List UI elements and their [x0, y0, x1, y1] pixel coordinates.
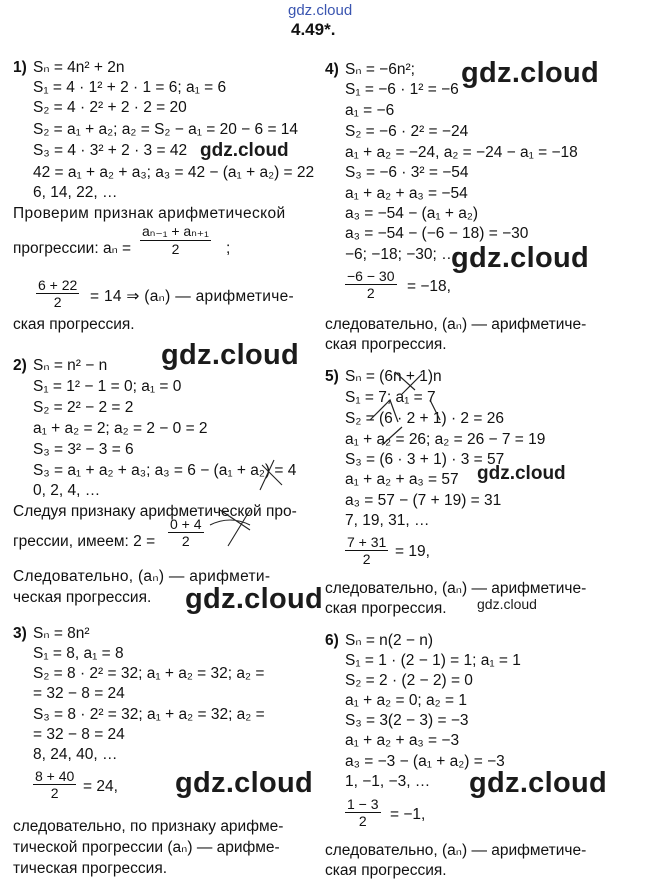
- problem-5-line: 7, 19, 31, …: [345, 512, 430, 529]
- problem-5-line: ская прогрессия.: [325, 600, 447, 617]
- problem-3-line: Sₙ = 8n²: [33, 625, 90, 642]
- header-watermark: gdz.cloud: [288, 2, 353, 19]
- fraction-numerator: 7 + 31: [347, 534, 387, 550]
- problem-4-line: a₁ = −6: [345, 102, 395, 119]
- fraction-denominator: 2: [53, 294, 62, 310]
- problem-6-line: Sₙ = n(2 − n): [345, 632, 434, 649]
- problem-1-line: S₂ = a₁ + a₂; a₂ = S₂ − a₁ = 20 − 6 = 14: [33, 121, 299, 138]
- problem-6-line: следовательно, (aₙ) — арифметиче-: [325, 842, 587, 859]
- problem-1-line: ;: [226, 240, 231, 257]
- problem-4-line: S₃ = −6 · 3² = −54: [345, 164, 469, 181]
- exercise-title: 4.49*.: [291, 20, 336, 39]
- problem-3-line: тическая прогрессия.: [13, 860, 168, 877]
- problem-6-label: 6): [325, 632, 339, 649]
- problem-4-line: = −18,: [407, 278, 451, 295]
- problem-5-line: a₁ + a₂ + a₃ = 57: [345, 471, 459, 488]
- problem-4-line: a₃ = −54 − (a₁ + a₂): [345, 205, 479, 222]
- watermark: gdz.cloud: [469, 767, 608, 799]
- problem-5-line: S₁ = 7; a₁ = 7: [345, 389, 436, 406]
- problem-2-line: ческая прогрессия.: [13, 589, 152, 606]
- fraction-denominator: 2: [181, 533, 190, 549]
- problem-2-line: S₃ = a₁ + a₂ + a₃; a₃ = 6 − (a₁ + a₂) = 4: [33, 462, 297, 479]
- problem-2-line: Sₙ = n² − n: [33, 357, 108, 374]
- problem-4-line: S₁ = −6 · 1² = −6: [345, 81, 459, 98]
- problem-2-line: S₂ = 2² − 2 = 2: [33, 399, 134, 416]
- problem-2-line: Следуя признаку арифметической про-: [13, 503, 297, 520]
- problem-6-line: S₃ = 3(2 − 3) = −3: [345, 712, 469, 729]
- problem-4-line: следовательно, (aₙ) — арифметиче-: [325, 316, 587, 333]
- problem-1-line: Проверим признак арифметической: [13, 205, 286, 222]
- problem-5-line: a₃ = 57 − (7 + 19) = 31: [345, 492, 502, 509]
- fraction-numerator: −6 − 30: [347, 268, 395, 284]
- problem-2-line: S₃ = 3² − 3 = 6: [33, 441, 134, 458]
- fraction: [345, 268, 397, 301]
- problem-1-line: прогрессии: aₙ =: [13, 240, 132, 257]
- fraction-denominator: 2: [362, 551, 371, 567]
- problem-1-line: = 14 ⇒ (aₙ) — арифметиче-: [90, 288, 294, 305]
- fraction-numerator: 0 + 4: [170, 516, 202, 532]
- problem-5-line: a₁ + a₂ = 26; a₂ = 26 − 7 = 19: [345, 431, 546, 448]
- problem-4-line: ская прогрессия.: [325, 336, 447, 353]
- problem-4-line: Sₙ = −6n²;: [345, 61, 415, 78]
- problem-3-line: = 32 − 8 = 24: [33, 685, 125, 702]
- problem-4-line: −6; −18; −30; …: [345, 246, 457, 263]
- problem-1-line: 42 = a₁ + a₂ + a₃; a₃ = 42 − (a₁ + a₂) = 22: [33, 164, 315, 181]
- problem-6-line: S₂ = 2 · (2 − 2) = 0: [345, 672, 473, 689]
- problem-5-line: S₃ = (6 · 3 + 1) · 3 = 57: [345, 451, 505, 468]
- fraction-numerator: aₙ₋₁ + aₙ₊₁: [142, 223, 209, 239]
- problem-6-line: a₃ = −3 − (a₁ + a₂) = −3: [345, 753, 505, 770]
- problem-3-line: = 24,: [83, 778, 118, 795]
- problem-5-label: 5): [325, 368, 339, 385]
- problem-2-line: S₁ = 1² − 1 = 0; a₁ = 0: [33, 378, 182, 395]
- problem-2-line: грессии, имеем: 2 =: [13, 533, 156, 550]
- fraction-denominator: 2: [366, 285, 375, 301]
- fraction: [36, 277, 79, 310]
- problem-1-line: S₁ = 4 · 1² + 2 · 1 = 6; a₁ = 6: [33, 79, 227, 96]
- problem-5-line: S₂ = (6 · 2 + 1) · 2 = 26: [345, 410, 504, 427]
- problem-1-line: S₂ = 4 · 2² + 2 · 2 = 20: [33, 99, 187, 116]
- problem-3-line: S₂ = 8 · 2² = 32; a₁ + a₂ = 32; a₂ =: [33, 665, 265, 682]
- fraction: [345, 534, 388, 567]
- problem-1-line: Sₙ = 4n² + 2n: [33, 59, 125, 76]
- problem-4-line: S₂ = −6 · 2² = −24: [345, 123, 469, 140]
- watermark: gdz.cloud: [477, 463, 566, 484]
- watermark: gdz.cloud: [175, 767, 314, 799]
- problem-4-line: a₁ + a₂ + a₃ = −54: [345, 185, 468, 202]
- watermark: gdz.cloud: [161, 339, 300, 371]
- problem-2-line: 0, 2, 4, …: [33, 482, 101, 499]
- problem-1-label: 1): [13, 59, 27, 76]
- problem-1-line: 6, 14, 22, …: [33, 184, 118, 201]
- fraction: [33, 768, 76, 801]
- problem-2-label: 2): [13, 357, 27, 374]
- problem-2-line: Следовательно, (aₙ) — арифмети-: [13, 568, 271, 585]
- problem-2-line: a₁ + a₂ = 2; a₂ = 2 − 0 = 2: [33, 420, 208, 437]
- problem-3-line: следовательно, по признаку арифме-: [13, 818, 284, 835]
- problem-6-line: a₁ + a₂ + a₃ = −3: [345, 732, 460, 749]
- fraction-denominator: 2: [358, 813, 367, 829]
- problem-1-line: ская прогрессия.: [13, 316, 135, 333]
- problem-3-line: S₁ = 8, a₁ = 8: [33, 645, 124, 662]
- problem-3-line: тической прогрессии (aₙ) — арифме-: [13, 839, 280, 856]
- fraction-numerator: 6 + 22: [38, 277, 78, 293]
- problem-3-line: S₃ = 8 · 2² = 32; a₁ + a₂ = 32; a₂ =: [33, 706, 265, 723]
- scribble-mark: [190, 450, 310, 560]
- fraction: [140, 223, 211, 257]
- fraction-numerator: 8 + 40: [35, 768, 75, 784]
- fraction-numerator: 1 − 3: [347, 796, 379, 812]
- problem-3-line: = 32 − 8 = 24: [33, 726, 125, 743]
- problem-6-line: 1, −1, −3, …: [345, 773, 431, 790]
- scribble-mark: [340, 360, 460, 450]
- problem-6-line: ская прогрессия.: [325, 862, 447, 879]
- problem-3-label: 3): [13, 625, 27, 642]
- watermark: gdz.cloud: [451, 242, 590, 274]
- fraction-denominator: 2: [50, 785, 59, 801]
- problem-1-line: S₃ = 4 · 3² + 2 · 3 = 42: [33, 142, 188, 159]
- problem-6-line: S₁ = 1 · (2 − 1) = 1; a₁ = 1: [345, 652, 521, 669]
- watermark: gdz.cloud: [477, 596, 537, 612]
- problem-5-line: = 19,: [395, 543, 430, 560]
- watermark: gdz.cloud: [185, 583, 324, 615]
- watermark: gdz.cloud: [461, 57, 600, 89]
- problem-5-line: следовательно, (aₙ) — арифметиче-: [325, 580, 587, 597]
- problem-6-line: = −1,: [390, 806, 426, 823]
- fraction-denominator: 2: [171, 241, 180, 257]
- problem-5-line: Sₙ = (6n + 1)n: [345, 368, 442, 385]
- problem-4-line: a₃ = −54 − (−6 − 18) = −30: [345, 225, 529, 242]
- problem-3-line: 8, 24, 40, …: [33, 746, 118, 763]
- problem-4-line: a₁ + a₂ = −24, a₂ = −24 − a₁ = −18: [345, 144, 578, 161]
- fraction: [345, 796, 381, 829]
- problem-6-line: a₁ + a₂ = 0; a₂ = 1: [345, 692, 467, 709]
- problem-4-label: 4): [325, 61, 339, 78]
- watermark: gdz.cloud: [200, 140, 289, 161]
